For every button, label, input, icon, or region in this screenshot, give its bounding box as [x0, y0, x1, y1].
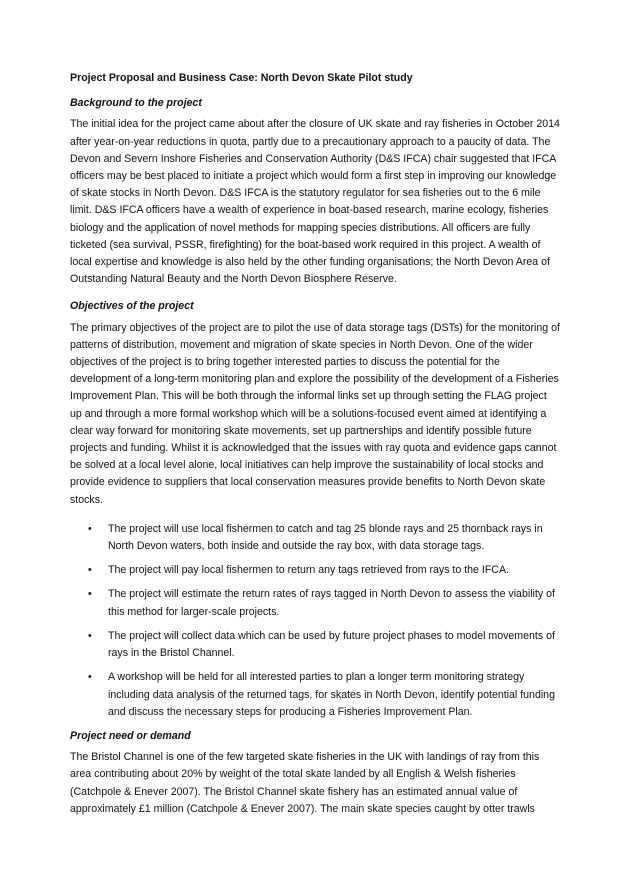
- section-heading-objectives: Objectives of the project: [70, 300, 194, 313]
- bullet-item-return-rates: [70, 586, 560, 620]
- bullet-icon: •: [88, 588, 92, 601]
- section-heading-need-demand: Project need or demand: [70, 729, 191, 742]
- section-heading-background: Background to the project: [70, 97, 202, 110]
- bullet-text: The project will collect data which can be used by future project phases to model movements of rays in the Bristol Channel.: [108, 629, 555, 660]
- objectives-bullet-list: [70, 521, 560, 721]
- document-body: [70, 68, 560, 828]
- bullet-text: The project will pay local fishermen to return any tags retrieved from rays to the IFCA.: [108, 564, 509, 577]
- bullet-item-catch-and-tag: [70, 521, 560, 555]
- section-paragraph-objectives: The primary objectives of the project are to pilot the use of data storage tags (DSTs) for the monitoring of patterns of distribution, movement and migration of skate species in North Devon. One of the wider objectives of the project is to bring together interested parties to discuss the potential for the development of a long-term monitoring plan and explore the possibility of the development of a Fisheries Improvement Plan. This will be both through the informal links set up through setting the FLAG project up and through a more formal workshop which will be a solutions-focused event aimed at identifying a clear way forward for monitoring skate movements, set up partnerships and identify possible future projects and funding. Whilst it is acknowledged that the issues with ray quota and evidence gaps cannot be solved at a local level alone, local initiatives can help improve the sustainability of local stocks and provide evidence to suppliers that local conservation measures provide benefits to North Devon skate stocks.: [70, 321, 560, 506]
- bullet-text: The project will estimate the return rates of rays tagged in North Devon to assess the viability of this method for larger-scale projects.: [108, 588, 555, 618]
- section-paragraph-need-demand: The Bristol Channel is one of the few targeted skate fisheries in the UK with landings of ray from this area contributing about 20% by weight of the total skate landed by all English & Welsh fisheries (Catchpole & Enever 2007). The Bristol Channel skate fishery has an estimated annual value of approximately £1 million (Catchpole & Enever 2007). The main skate species caught by otter trawls: [70, 751, 540, 815]
- bullet-item-pay-fishermen: [70, 562, 560, 579]
- bullet-icon: •: [88, 564, 92, 577]
- bullet-icon: •: [88, 522, 92, 535]
- bullet-item-collect-data: [70, 628, 560, 662]
- bullet-text: The project will use local fishermen to catch and tag 25 blonde rays and 25 thornback rays in North Devon waters, both inside and outside the ray box, with data storage tags.: [108, 522, 543, 553]
- bullet-text: A workshop will be held for all interested parties to plan a longer term monitoring strategy including data analysis of the returned tags, for skates in North Devon, identify potential funding and discuss the necessary steps for producing a Fisheries Improvement Plan.: [108, 671, 555, 718]
- bullet-icon: •: [88, 671, 92, 684]
- section-paragraph-background: The initial idea for the project came about after the closure of UK skate and ray fisheries in October 2014 after year-on-year reductions in quota, partly due to a precautionary approach to a paucity of data. The Devon and Severn Inshore Fisheries and Conservation Authority (D&S IFCA) chair suggested that IFCA officers may be best placed to initiate a project which would form a first step in improving our knowledge of skate stocks in North Devon. D&S IFCA is the statutory regulator for sea fisheries out to the 6 mile limit. D&S IFCA officers have a wealth of experience in boat-based research, marine ecology, fisheries biology and the application of novel methods for mapping species distributions. All officers are fully ticketed (sea survival, PSSR, firefighting) for the boat-based work required in this project. A wealth of local expertise and knowledge is also held by the other funding organisations; the North Devon Area of Outstanding Natural Beauty and the North Devon Biosphere Reserve.: [70, 118, 560, 286]
- bullet-item-workshop: [70, 669, 560, 721]
- document-title: Project Proposal and Business Case: North Devon Skate Pilot study: [70, 72, 413, 84]
- bullet-icon: •: [88, 629, 92, 642]
